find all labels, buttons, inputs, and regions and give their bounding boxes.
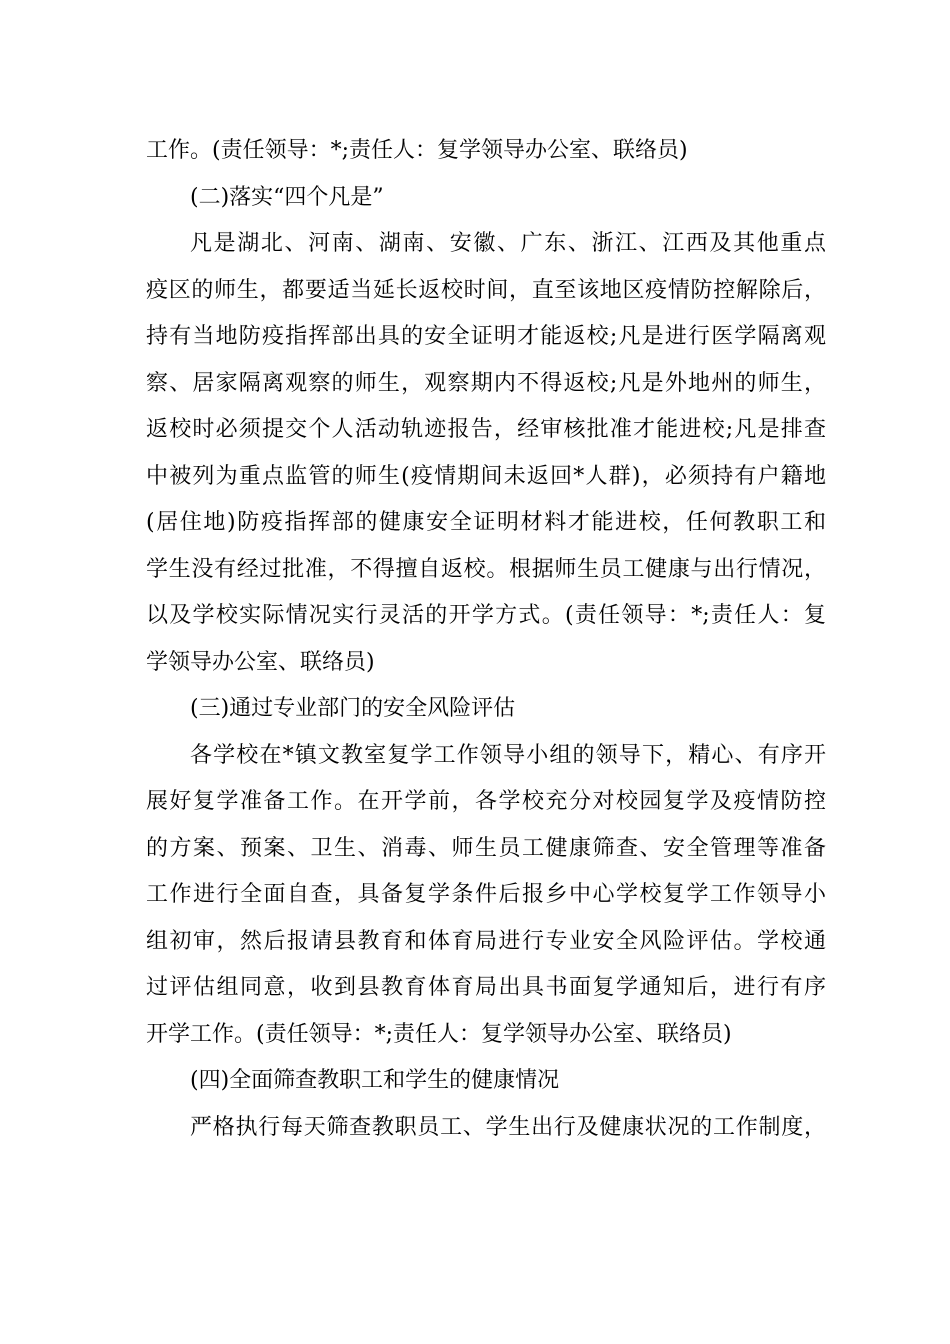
paragraph-line: 以及学校实际情况实行灵活的开学方式。(责任领导：*;责任人：复 <box>146 603 826 628</box>
paragraph-line: 持有当地防疫指挥部出具的安全证明才能返校;凡是进行医学隔离观 <box>146 324 826 349</box>
paragraph-line: 工作进行全面自查，具备复学条件后报乡中心学校复学工作领导小 <box>146 882 826 907</box>
paragraph-line: 严格执行每天筛查教职员工、学生出行及健康状况的工作制度， <box>190 1114 826 1140</box>
section-heading-4: (四)全面筛查教职工和学生的健康情况 <box>190 1068 560 1093</box>
paragraph-line: 展好复学准备工作。在开学前，各学校充分对校园复学及疫情防控 <box>146 789 826 814</box>
document-body <box>146 128 826 1151</box>
paragraph-line: 开学工作。(责任领导：*;责任人：复学领导办公室、联络员) <box>146 1021 732 1047</box>
paragraph-line: 学领导办公室、联络员) <box>146 649 375 675</box>
paragraph-line: 学生没有经过批准，不得擅自返校。根据师生员工健康与出行情况， <box>146 556 826 582</box>
section-heading-2: (二)落实“四个凡是” <box>190 184 384 210</box>
paragraph-line: 过评估组同意，收到县教育体育局出具书面复学通知后，进行有序 <box>146 975 826 1000</box>
paragraph-line: 的方案、预案、卫生、消毒、师生员工健康筛查、安全管理等准备 <box>146 835 826 861</box>
section-heading-3: (三)通过专业部门的安全风险评估 <box>190 696 516 721</box>
paragraph-line: 疫区的师生，都要适当延长返校时间，直至该地区疫情防控解除后， <box>146 277 826 303</box>
paragraph-line: 凡是湖北、河南、湖南、安徽、广东、浙江、江西及其他重点 <box>190 231 826 256</box>
paragraph-line: 察、居家隔离观察的师生，观察期内不得返校;凡是外地州的师生， <box>146 370 826 396</box>
paragraph-line: 各学校在*镇文教室复学工作领导小组的领导下，精心、有序开 <box>190 742 826 768</box>
paragraph-line: 组初审，然后报请县教育和体育局进行专业安全风险评估。学校通 <box>146 928 826 954</box>
paragraph-line: 中被列为重点监管的师生(疫情期间未返回*人群)，必须持有户籍地 <box>146 463 826 489</box>
paragraph-line: 工作。(责任领导：*;责任人：复学领导办公室、联络员) <box>146 138 688 163</box>
paragraph-line: (居住地)防疫指挥部的健康安全证明材料才能进校，任何教职工和 <box>146 510 826 535</box>
paragraph-line: 返校时必须提交个人活动轨迹报告，经审核批准才能进校;凡是排查 <box>146 417 826 442</box>
